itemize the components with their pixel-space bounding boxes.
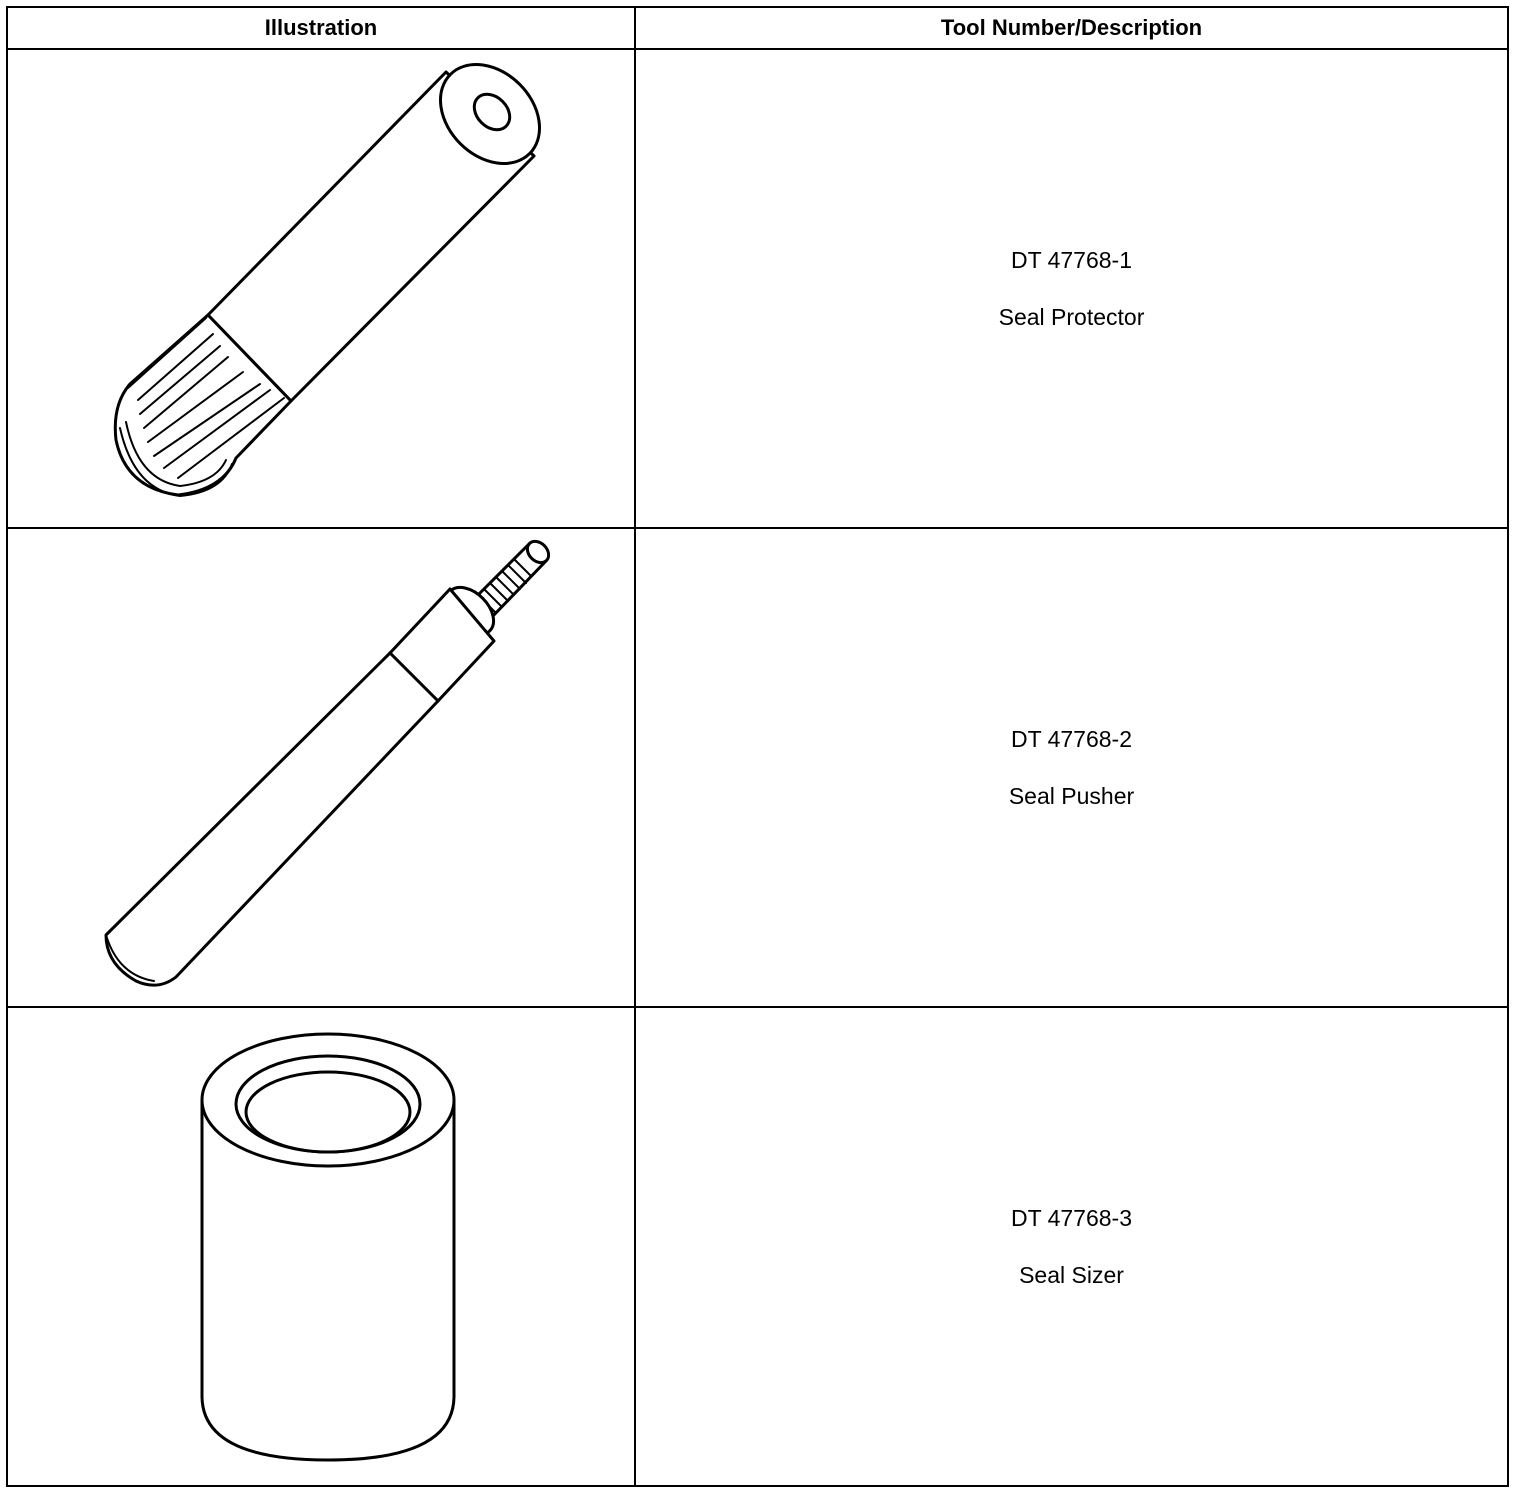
illustration-cell	[7, 49, 635, 528]
tool-number: DT 47768-3	[1010, 1204, 1133, 1231]
tool-description-cell	[635, 528, 1508, 1007]
tool-column-header: Tool Number/Description	[635, 7, 1508, 49]
table-row	[7, 1007, 1508, 1486]
special-tools-table	[6, 6, 1509, 1487]
illustration-cell	[7, 1007, 635, 1486]
table-header-row	[7, 7, 1508, 49]
illustration-column-header: Illustration	[7, 7, 635, 49]
tool-number: DT 47768-1	[1010, 246, 1133, 273]
illustration-cell	[7, 528, 635, 1007]
table-row	[7, 49, 1508, 528]
tool-number: DT 47768-2	[1010, 725, 1133, 752]
tool-description-cell	[635, 1007, 1508, 1486]
seal-sizer-illustration	[8, 1008, 634, 1485]
tool-description-cell	[635, 49, 1508, 528]
table-row	[7, 528, 1508, 1007]
seal-pusher-illustration	[8, 529, 634, 1006]
seal-protector-illustration	[8, 50, 634, 527]
tool-description: Seal Protector	[998, 303, 1145, 330]
tool-description: Seal Sizer	[1019, 1261, 1124, 1288]
tool-description: Seal Pusher	[1008, 782, 1135, 809]
